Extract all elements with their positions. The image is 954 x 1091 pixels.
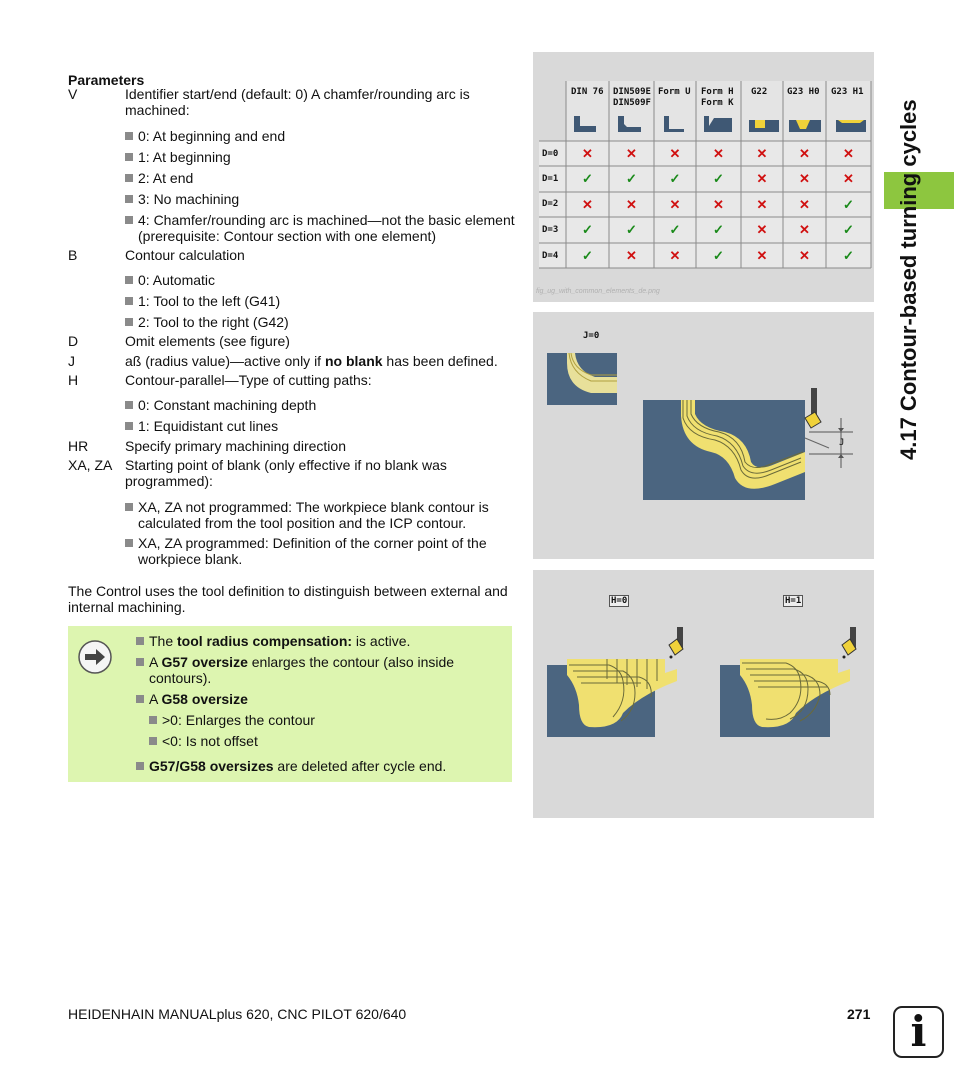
check-mark-icon: ✓ (713, 248, 724, 263)
figure-tag-h0: H=0 (611, 596, 628, 606)
arrow-right-icon (78, 640, 112, 674)
list-item: 2: At end (125, 170, 193, 186)
note-line: A G58 oversize (136, 691, 248, 707)
cross-mark-icon: ✕ (669, 248, 681, 263)
col-header: DIN 76 (571, 87, 604, 97)
section-title-rotated: 4.17 Contour-based turning cycles (896, 99, 921, 460)
cross-mark-icon: ✕ (799, 171, 810, 186)
cross-mark-icon: ✕ (713, 197, 724, 212)
j-small-illustration (547, 353, 617, 405)
list-item: 0: At beginning and end (125, 128, 285, 144)
cross-mark-icon: ✕ (799, 197, 810, 212)
cross-mark-icon: ✕ (756, 222, 768, 237)
figure-j-allowance (533, 312, 874, 559)
param-desc-d: Omit elements (see figure) (125, 333, 290, 349)
param-desc-v: Identifier start/end (default: 0) A chamfer/rounding arc is machined: (125, 86, 470, 118)
col-header: Form U (658, 87, 691, 97)
body-paragraph: The Control uses the tool definition to distinguish between external and internal machining. (68, 583, 508, 615)
note-box (68, 626, 512, 782)
list-item: XA, ZA programmed: Definition of the corner point of the workpiece blank. (125, 535, 523, 567)
cross-mark-icon: ✕ (756, 248, 768, 263)
list-item: 1: Tool to the left (G41) (125, 293, 280, 309)
cross-mark-icon: ✕ (582, 197, 593, 212)
list-item: 3: No machining (125, 191, 239, 207)
param-desc-h: Contour-parallel—Type of cutting paths: (125, 372, 372, 388)
row-label: D=0 (542, 149, 559, 159)
parameters-heading: Parameters (68, 72, 145, 88)
page-number: 271 (847, 1006, 871, 1022)
footer-title: HEIDENHAIN MANUALplus 620, CNC PILOT 620/640 (68, 1006, 407, 1022)
h1-illustration (720, 625, 870, 737)
list-item: 0: Automatic (125, 272, 215, 288)
param-key-v: V (68, 86, 78, 102)
col-header: G23 H1 (831, 87, 864, 97)
note-line: The tool radius compensation: is active. (136, 633, 410, 649)
check-mark-icon: ✓ (713, 171, 724, 186)
info-icon: i (893, 1006, 944, 1058)
cross-mark-icon: ✕ (626, 248, 637, 263)
check-mark-icon: ✓ (713, 222, 724, 237)
check-mark-icon: ✓ (626, 222, 637, 237)
j-main-illustration (643, 388, 863, 500)
param-key-j: J (68, 353, 75, 369)
col-header: G23 H0 (787, 87, 820, 97)
row-label: D=1 (542, 174, 559, 184)
cross-mark-icon: ✕ (582, 146, 593, 161)
col-header: Form H Form K (701, 87, 734, 108)
figure-omit-elements (533, 52, 874, 302)
check-mark-icon: ✓ (843, 222, 854, 237)
cross-mark-icon: ✕ (799, 248, 810, 263)
note-subline: >0: Enlarges the contour (149, 712, 315, 728)
param-desc-xa-za: Starting point of blank (only effective if no blank was programmed): (125, 457, 447, 489)
cross-mark-icon: ✕ (756, 197, 768, 212)
param-desc-hr: Specify primary machining direction (125, 438, 346, 454)
cross-mark-icon: ✕ (756, 146, 768, 161)
check-mark-icon: ✓ (843, 197, 854, 212)
check-mark-icon: ✓ (582, 248, 593, 263)
cross-mark-icon: ✕ (626, 197, 637, 212)
cross-mark-icon: ✕ (799, 146, 810, 161)
row-label: D=3 (542, 225, 559, 235)
note-line: A G57 oversize enlarges the contour (also inside contours). (136, 654, 499, 686)
param-key-h: H (68, 372, 79, 388)
check-mark-icon: ✓ (669, 222, 681, 237)
cross-mark-icon: ✕ (756, 171, 768, 186)
list-item: 1: At beginning (125, 149, 231, 165)
figure-cut-lines (533, 570, 874, 818)
list-item: 4: Chamfer/rounding arc is machined—not the basic element (prerequisite: Contour section with one element) (125, 212, 523, 244)
h0-illustration (547, 625, 697, 737)
check-mark-icon: ✓ (582, 171, 593, 186)
list-item: 1: Equidistant cut lines (125, 418, 278, 434)
list-item: 2: Tool to the right (G42) (125, 314, 289, 330)
list-item: 0: Constant machining depth (125, 397, 316, 413)
col-header: G22 (751, 87, 768, 97)
cross-mark-icon: ✕ (843, 171, 854, 186)
row-label: D=2 (542, 199, 559, 209)
param-desc-j: aß (radius value)—active only if no blank has been defined. (125, 353, 498, 369)
list-item: XA, ZA not programmed: The workpiece blank contour is calculated from the tool position and the ICP contour. (125, 499, 523, 531)
figure-tag: J=0 (583, 331, 600, 341)
check-mark-icon: ✓ (626, 171, 637, 186)
figure-tag-h1: H=1 (785, 596, 802, 606)
cross-mark-icon: ✕ (799, 222, 810, 237)
figure-filename: fig_ug_with_common_elements_de.png (536, 288, 660, 295)
param-key-d: D (68, 333, 79, 349)
check-mark-icon: ✓ (582, 222, 593, 237)
check-mark-icon: ✓ (669, 171, 681, 186)
param-key-b: B (68, 247, 78, 263)
note-line: G57/G58 oversizes are deleted after cycle end. (136, 758, 446, 774)
dimension-label: J (839, 438, 845, 448)
cross-mark-icon: ✕ (626, 146, 637, 161)
col-header: DIN509E DIN509F (613, 87, 651, 108)
cross-mark-icon: ✕ (843, 146, 854, 161)
param-key-hr: HR (68, 438, 89, 454)
row-label: D=4 (542, 251, 559, 261)
cross-mark-icon: ✕ (669, 146, 681, 161)
cross-mark-icon: ✕ (669, 197, 681, 212)
param-key-xa-za: XA, ZA (68, 457, 113, 473)
check-mark-icon: ✓ (843, 248, 854, 263)
param-desc-b: Contour calculation (125, 247, 245, 263)
cross-mark-icon: ✕ (713, 146, 724, 161)
note-subline: <0: Is not offset (149, 733, 258, 749)
